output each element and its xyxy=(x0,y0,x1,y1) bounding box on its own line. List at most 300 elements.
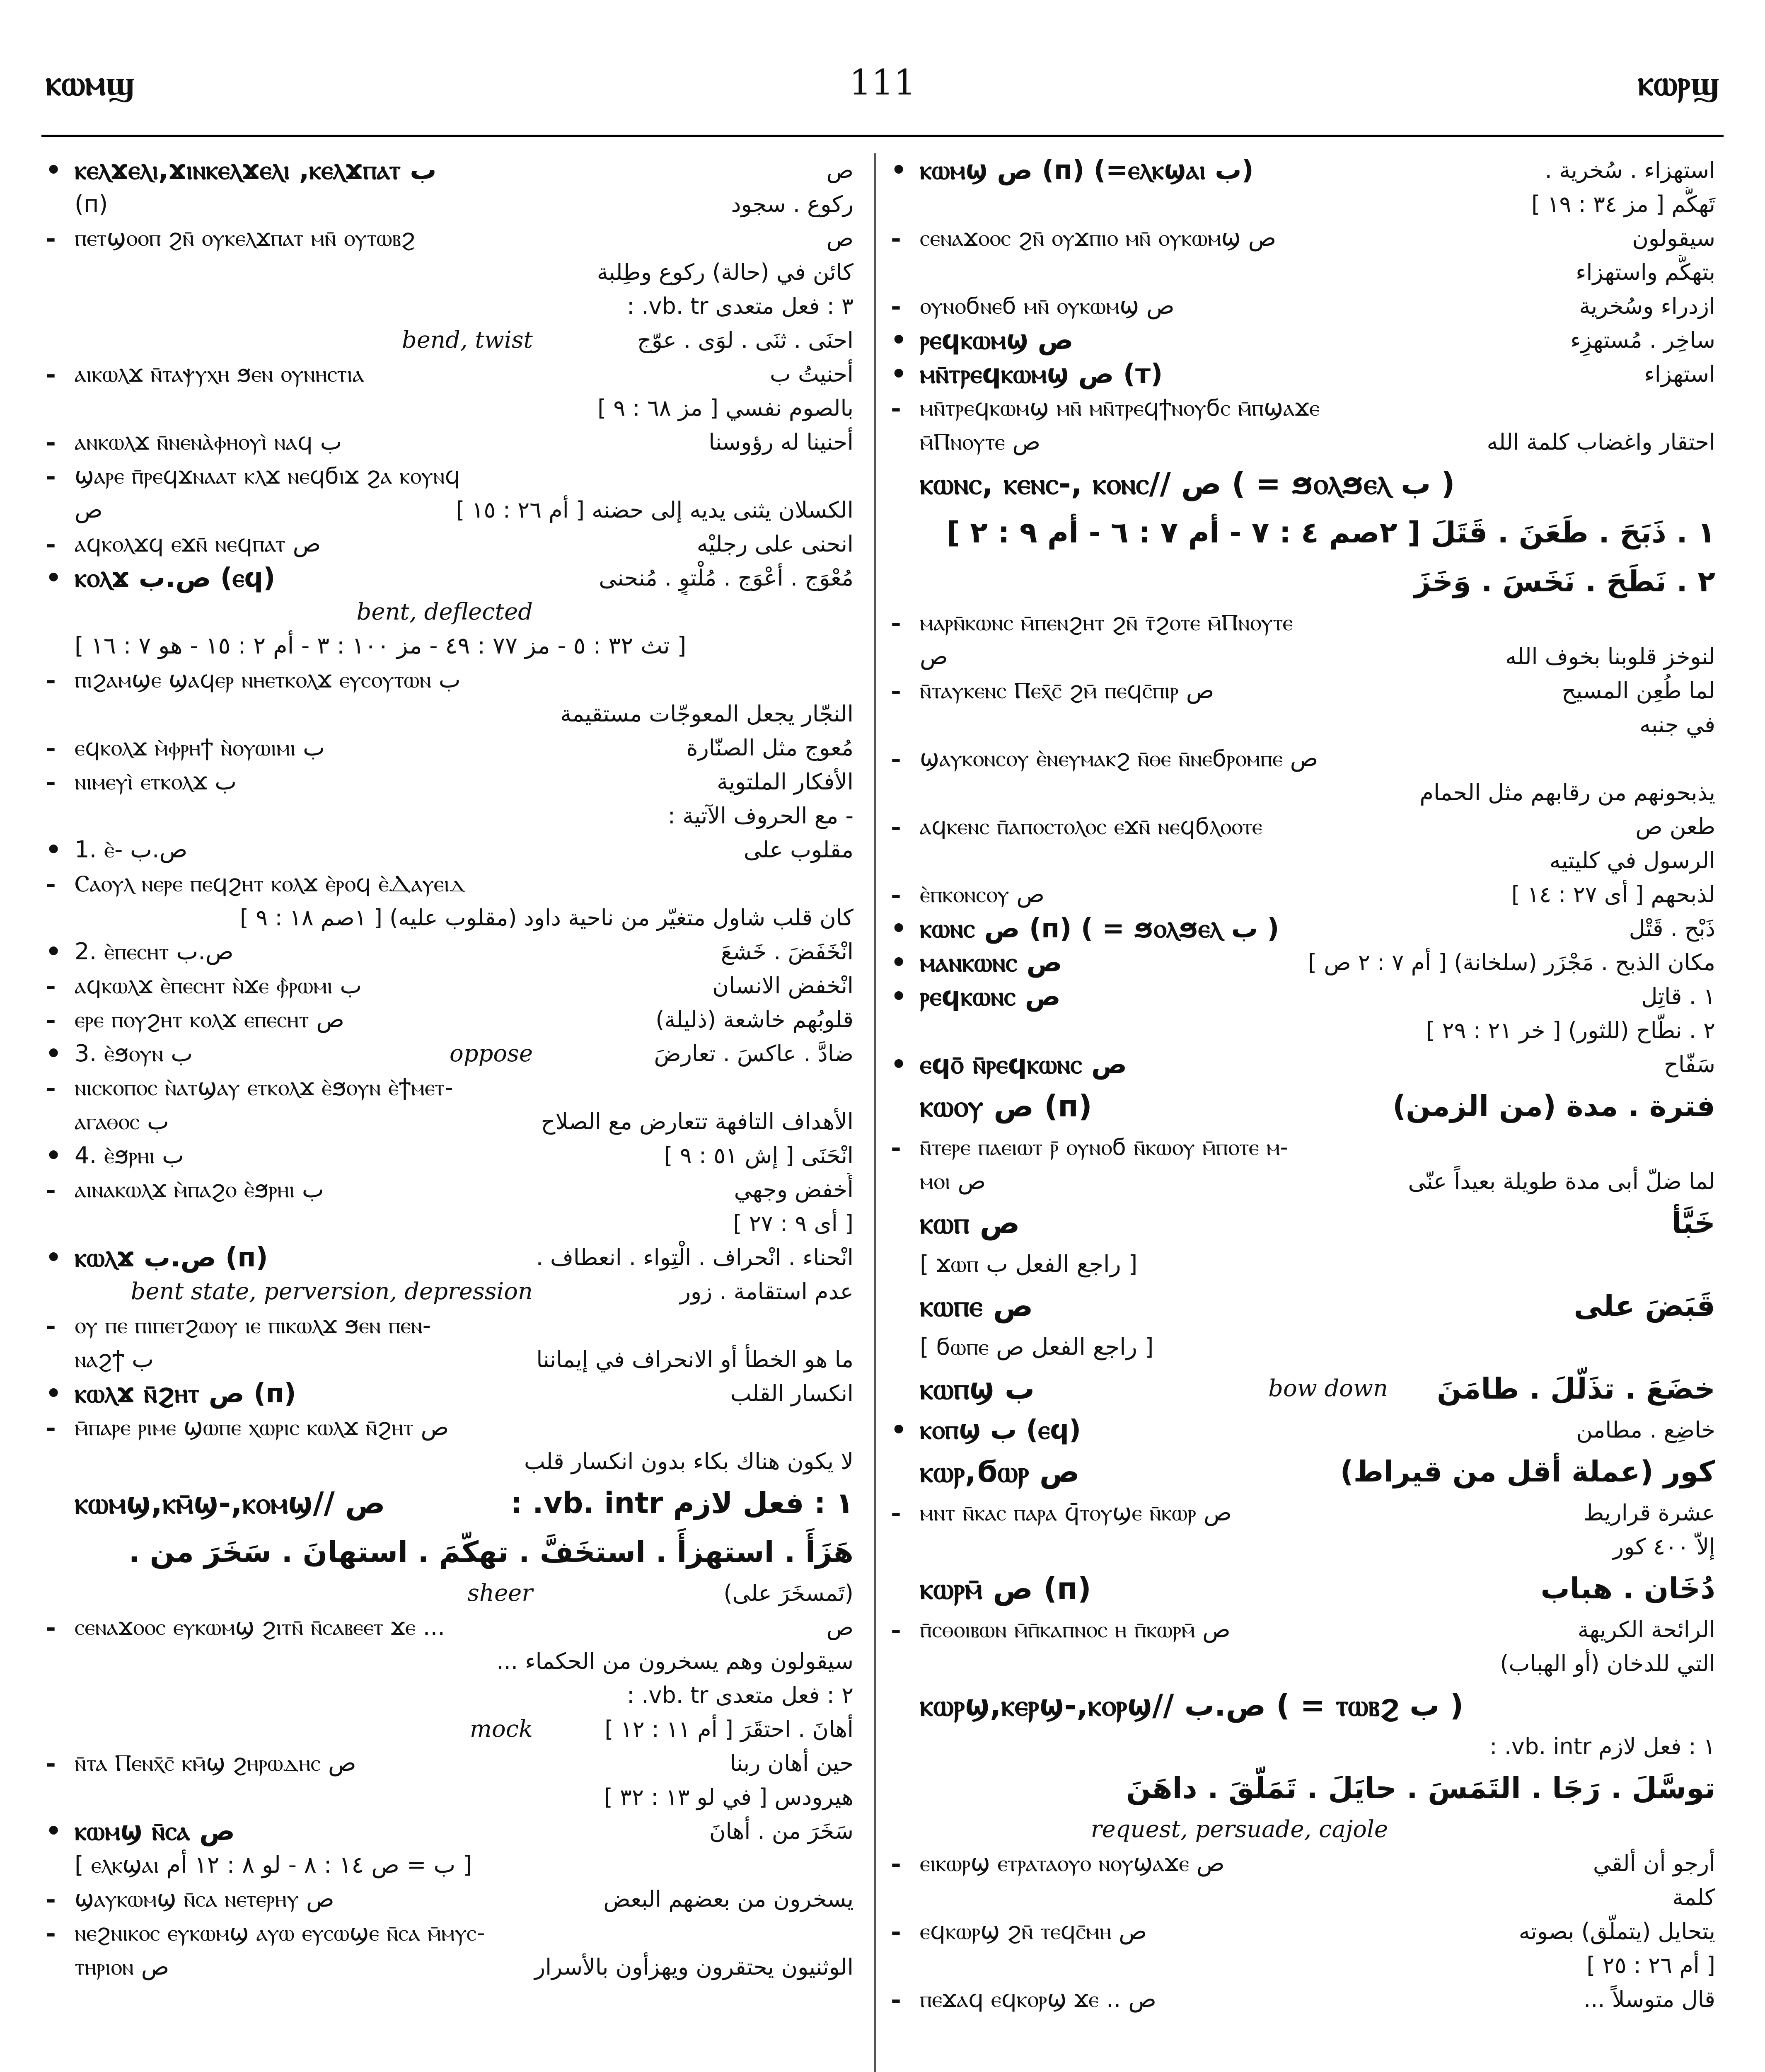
entry-marker: - xyxy=(46,1885,56,1914)
arabic-gloss: لما ضلّ أبى مدة طويلة بعيداً عنّى xyxy=(1408,1168,1715,1194)
entry-marker: - xyxy=(46,1749,56,1778)
coptic-text: ⲛⲁϩϯ ب xyxy=(75,1346,154,1373)
coptic-text: ⲉϥⲕⲟⲗϫ ⲙ̀ⲫⲣⲏϯ ⲛ̀ⲟⲩⲱⲓⲙⲓ ب xyxy=(75,734,325,761)
arabic-gloss: بتهكُّم واستهزاء xyxy=(1576,259,1715,285)
english-gloss: bow down xyxy=(1268,1375,1388,1402)
coptic-text: ⲙⲁⲛⲕⲱⲛⲥ ص xyxy=(920,947,1062,978)
entry-line xyxy=(46,1644,858,1678)
entry-line xyxy=(46,595,858,629)
entry-marker: - xyxy=(891,1849,901,1878)
coptic-text: [ ϫⲱⲡ راجع الفعل ب ] xyxy=(920,1251,1138,1278)
arabic-gloss: قَبَضَ على xyxy=(1574,1289,1715,1323)
header-rule xyxy=(41,135,1724,137)
entry-marker: - xyxy=(46,1175,56,1204)
arabic-gloss: كلمة xyxy=(1672,1884,1715,1910)
arabic-gloss: حين أهان ربنا xyxy=(730,1750,853,1776)
page-number: 111 xyxy=(849,62,916,103)
entry-marker: - xyxy=(46,224,56,253)
english-gloss: mock xyxy=(469,1716,533,1743)
entry-line xyxy=(46,1814,858,1848)
entry-line xyxy=(46,391,858,425)
coptic-text: ⲥⲉⲛⲁϫⲟⲟⲥ ϩⲛ̄ ⲟⲩϫⲡⲓⲟ ⲙⲛ̄ ⲟⲩⲕⲱⲙϣ ص xyxy=(920,225,1277,252)
arabic-gloss: تَهكُّم [ مز ٣٤ : ١٩ ] xyxy=(1531,191,1715,217)
coptic-text: ⲕⲱⲣⲙ̄ ص (п) xyxy=(920,1571,1091,1606)
entry-line xyxy=(46,1377,858,1411)
arabic-gloss: أهانَ . احتقَرَ [ أم ١١ : ١٢ ] xyxy=(604,1716,853,1742)
entry-line xyxy=(891,1364,1719,1413)
column-divider xyxy=(874,153,876,2072)
left-guide-word: ⲕⲱⲙϣ xyxy=(46,62,135,103)
entry-marker: • xyxy=(46,564,62,593)
arabic-gloss: [ أى ٩ : ٢٧ ] xyxy=(733,1210,853,1237)
entry-marker: - xyxy=(891,744,901,773)
entry-marker: - xyxy=(891,880,901,909)
coptic-text: ⲉⲣⲉ ⲡⲟⲩϩⲏⲧ ⲕⲟⲗϫ ⲉⲡⲉⲥⲏⲧ ص xyxy=(75,1006,344,1033)
arabic-gloss: سَخَرَ من . أهانَ xyxy=(709,1818,853,1844)
entry-line xyxy=(891,1281,1719,1330)
arabic-gloss: طعن ص xyxy=(1635,813,1715,840)
entry-line xyxy=(46,1343,858,1377)
arabic-gloss: الوثنيون يحتقرون ويهزأون بالأسرار xyxy=(534,1954,853,1980)
entry-line xyxy=(891,1413,1719,1447)
english-gloss: bent state, perversion, depression xyxy=(131,1278,533,1305)
entry-line xyxy=(891,1530,1719,1564)
arabic-gloss: ١ . قاتِل xyxy=(1641,983,1715,1009)
entry-line xyxy=(891,1949,1719,1982)
entry-line xyxy=(46,1678,858,1712)
coptic-text: ص xyxy=(920,643,948,670)
entry-line xyxy=(891,391,1719,425)
arabic-gloss: مُعْوَج . أعْوَج . مُلْتوٍ . مُنحنى xyxy=(599,565,853,591)
entry-line xyxy=(891,1681,1719,1730)
arabic-gloss: مكان الذبح . مَجْزَر (سلخانة) [ أم ٧ : ٢ ص ] xyxy=(1308,949,1715,975)
entry-marker: - xyxy=(46,1005,56,1034)
entry-line xyxy=(891,810,1719,844)
coptic-text: ⲁϥⲕⲱⲗϫ ⲉ̀ⲡⲉⲥⲏⲧ ⲛ̀ϫⲉ ⲫ̀ⲣⲱⲙⲓ ب xyxy=(75,972,362,999)
entry-marker: - xyxy=(46,1919,56,1948)
coptic-text: ⲁⲓⲕⲱⲗϫ ⲛ̄ⲧⲁⲯⲩⲭⲏ ϧⲉⲛ ⲟⲩⲛⲏⲥⲧⲓⲁ xyxy=(75,361,364,387)
coptic-text: ⲡⲉⲧϣⲟⲟⲡ ϩⲛ̄ ⲟⲩⲕⲉⲗϫⲡⲁⲧ ⲙⲛ̄ ⲟⲩⲧⲱⲃϩ xyxy=(75,225,415,252)
english-gloss: sheer xyxy=(467,1580,533,1607)
arabic-gloss: ركوع . سجود xyxy=(731,191,853,217)
entry-line xyxy=(891,912,1719,946)
arabic-gloss: هيرودس [ في لو ١٣ : ٣٢ ] xyxy=(604,1784,853,1810)
arabic-gloss: الرسول في كليتيه xyxy=(1549,847,1715,874)
entry-marker: • xyxy=(891,948,907,977)
coptic-text: ⲕⲱⲙϣ ص (п) (=ⲉⲗⲕϣⲁⲓ ب) xyxy=(920,155,1254,186)
entry-line xyxy=(891,844,1719,878)
entry-marker: • xyxy=(46,1039,62,1068)
entry-marker: - xyxy=(891,292,901,321)
coptic-text: ⲕⲱⲣ,ϭⲱⲣ ص xyxy=(920,1454,1080,1489)
arabic-gloss: انْخفض الانسان xyxy=(712,973,853,999)
arabic-gloss: هَزَأَ . استهزأَ . استخَفَّ . تهكّمَ . استهانَ . سَخَرَ من . xyxy=(128,1535,853,1569)
entry-marker: - xyxy=(891,224,901,253)
arabic-gloss: يسخرون من بعضهم البعض xyxy=(603,1886,853,1912)
entry-line xyxy=(46,289,858,323)
arabic-gloss: سَفّاح xyxy=(1664,1051,1715,1077)
entry-line xyxy=(46,1848,858,1882)
coptic-text: ϣⲁⲩⲕⲟⲛⲥⲟⲩ ⲉ̀ⲛⲉⲩⲙⲁⲕϩ ⲛ̄ⲑⲉ ⲛ̄ⲛⲉϭⲣⲟⲙⲡⲉ ص xyxy=(920,745,1318,772)
coptic-text: 3. ⲉ̀ϧⲟⲩⲛ ب xyxy=(75,1040,193,1067)
entry-line xyxy=(46,323,858,357)
arabic-gloss: التي للدخان (أو الهباب) xyxy=(1500,1651,1715,1677)
entry-line xyxy=(891,1813,1719,1847)
coptic-text: ⲡⲉϫⲁϥ ⲉϥⲕⲟⲣϣ ϫⲉ .. ص xyxy=(920,1986,1156,2013)
entry-marker: - xyxy=(46,1311,56,1340)
coptic-text: ⲥⲉⲛⲁϫⲟⲟⲥ ⲉⲩⲕⲱⲙϣ ϩⲓⲧⲛ̄ ⲛ̄ⲥⲁⲃⲉⲉⲧ ϫⲉ ... xyxy=(75,1614,445,1641)
arabic-gloss: ص xyxy=(826,1614,853,1640)
entry-line xyxy=(891,674,1719,708)
entry-line xyxy=(46,935,858,969)
entry-line xyxy=(46,969,858,1003)
entry-line xyxy=(891,946,1719,980)
entry-line xyxy=(891,1130,1719,1164)
entry-line xyxy=(891,1048,1719,1082)
arabic-gloss: انكسار القلب xyxy=(730,1380,853,1406)
entry-line xyxy=(891,1496,1719,1530)
arabic-gloss: يذبحونهم من رقابهم مثل الحمام xyxy=(1419,779,1715,806)
coptic-text: ⲙ̄Ⲡⲛⲟⲩⲧⲉ ص xyxy=(920,428,1041,455)
entry-line xyxy=(46,1207,858,1241)
coptic-text: ⲁⲛⲕⲱⲗϫ ⲛ̄ⲛⲉⲛⲁ̀ⲫⲏⲟⲩⲓ̀ ⲛⲁϥ ب xyxy=(75,428,342,455)
coptic-text: ⲉϥⲕⲱⲣϣ ϩⲛ̄ ⲧⲉϥⲥ̄ⲙⲏ ص xyxy=(920,1918,1147,1945)
arabic-gloss: ١ : فعل لازم vb. intr. : xyxy=(510,1486,853,1520)
entry-line xyxy=(891,153,1719,187)
entry-marker: • xyxy=(46,156,62,185)
entry-line xyxy=(46,527,858,561)
entry-line xyxy=(891,425,1719,459)
arabic-gloss: سيقولون xyxy=(1632,225,1715,251)
entry-marker: - xyxy=(891,812,901,841)
arabic-gloss: احنَى . ثنَى . لوَى . عوّج xyxy=(637,327,853,353)
entry-line xyxy=(891,255,1719,289)
entry-line xyxy=(46,697,858,731)
coptic-text: ⲕⲱⲟⲩ ص (п) xyxy=(920,1089,1092,1123)
coptic-text: ⲁⲅⲁⲑⲟⲥ ب xyxy=(75,1108,169,1135)
entry-marker: - xyxy=(46,428,56,457)
arabic-gloss: النجّار يجعل المعوجّات مستقيمة xyxy=(560,701,853,727)
coptic-text: ⲕⲱⲛⲥ, ⲕⲉⲛⲥ-, ⲕⲟⲛⲥ// ص ( = ϧⲟⲗϧⲉⲗ ب ) xyxy=(920,466,1455,501)
arabic-gloss: الرائحة الكريهة xyxy=(1577,1617,1715,1643)
arabic-gloss: لا يكون هناك بكاء بدون انكسار قلب xyxy=(524,1448,853,1474)
entry-line xyxy=(46,799,858,833)
arabic-gloss: فترة . مدة (من الزمن) xyxy=(1393,1089,1715,1123)
coptic-text: ⲡⲓϩⲁⲙϣⲉ ϣⲁϥⲉⲣ ⲛⲏⲉⲧⲕⲟⲗϫ ⲉⲩⲥⲟⲩⲧⲱⲛ ب xyxy=(75,666,461,693)
arabic-gloss: سيقولون وهم يسخرون من الحكماء ... xyxy=(496,1648,853,1674)
arabic-gloss: انْخَفَضَ . خَشعَ xyxy=(721,939,853,965)
entry-line xyxy=(46,1479,858,1527)
entry-line xyxy=(46,1712,858,1746)
arabic-gloss: ١ . ذَبَحَ . طَعَنَ . قَتَلَ [ ٢صم ٤ : ٧ - أم ٧ : ٦ - أم ٩ : ٢ ] xyxy=(946,516,1715,549)
entry-line xyxy=(46,1445,858,1479)
coptic-text: ⲣⲉϥⲕⲱⲛⲥ ص xyxy=(920,981,1061,1012)
arabic-gloss: انْحَنَى [ إش ٥١ : ٩ ] xyxy=(664,1143,853,1169)
coptic-text: ⲕⲱⲡϣ ب xyxy=(920,1371,1035,1406)
coptic-text: 4. ⲉ̀ϧⲣⲏⲓ ب xyxy=(75,1142,184,1169)
entry-marker: - xyxy=(891,608,901,637)
entry-line xyxy=(46,1882,858,1916)
entry-line xyxy=(46,425,858,459)
arabic-gloss: خاضِع . مطامن xyxy=(1576,1417,1715,1443)
entry-line xyxy=(891,640,1719,674)
coptic-text: 2. ⲉ̀ⲡⲉⲥⲏⲧ ص.ب xyxy=(75,938,234,965)
arabic-gloss: كائن في (حالة) ركوع وطِلبة xyxy=(597,259,853,285)
coptic-text: ⲟⲩⲛⲟϭⲛⲉϭ ⲙⲛ̄ ⲟⲩⲕⲱⲙϣ ص xyxy=(920,293,1175,320)
coptic-text: ⲙⲛ̄ⲧⲣⲉϥⲕⲱⲙϣ ص (т) xyxy=(920,359,1163,390)
arabic-gloss: يتحايل (يتملّق) بصوته xyxy=(1518,1918,1715,1944)
english-gloss: bend, twist xyxy=(401,327,533,353)
entry-line xyxy=(891,1198,1719,1247)
entry-line xyxy=(891,1613,1719,1647)
arabic-gloss: لذبحهم [ أى ٢٧ : ١٤ ] xyxy=(1511,881,1715,908)
entry-marker: • xyxy=(46,1379,62,1408)
arabic-gloss: ٢ : فعل متعدى vb. tr. : xyxy=(627,1682,853,1708)
entry-marker: • xyxy=(891,982,907,1011)
entry-line xyxy=(891,1247,1719,1281)
coptic-text: ⲛⲓⲥⲕⲟⲡⲟⲥ ⲛ̀ⲁⲧϣⲁⲩ ⲉⲧⲕⲟⲗϫ ⲉ̀ϧⲟⲩⲛ ⲉ̀ϯⲙⲉⲧ- xyxy=(75,1074,453,1101)
arabic-gloss: عدم استقامة . زور xyxy=(679,1278,853,1305)
arabic-gloss: مُعوج مثل الصنّارة xyxy=(686,735,853,761)
arabic-gloss: إلاّ ٤٠٠ كور xyxy=(1613,1534,1715,1560)
arabic-gloss: انحنى على رجليْه xyxy=(696,531,853,557)
arabic-gloss: كور (عملة أقل من قيراط) xyxy=(1340,1455,1715,1489)
arabic-gloss: ٢ . نَطَحَ . نَخَسَ . وَخَزَ xyxy=(1414,564,1715,598)
coptic-text: ⲉⲓⲕⲱⲣϣ ⲉⲧⲣⲁⲧⲁⲟⲩⲟ ⲛⲟⲩϣⲁϫⲉ ص xyxy=(920,1850,1225,1877)
entry-line xyxy=(46,1309,858,1343)
coptic-text: ⲛ̄ⲧⲉⲣⲉ ⲡⲁⲉⲓⲱⲧ ⲣ̄ ⲟⲩⲛⲟϭ ⲛ̄ⲕⲱⲟⲩ ⲙ̄ⲡⲟⲧⲉ ⲙ- xyxy=(920,1134,1289,1161)
coptic-text: ⲛⲓⲙⲉⲩⲓ̀ ⲉⲧⲕⲟⲗϫ ب xyxy=(75,768,237,795)
entry-line xyxy=(46,731,858,765)
entry-marker: - xyxy=(891,1133,901,1162)
coptic-text: ⲙⲛ̄ⲧⲣⲉϥⲕⲱⲙϣ ⲙⲛ̄ ⲙⲛ̄ⲧⲣⲉϥϯⲛⲟⲩϭⲥ ⲙ̄ⲡϣⲁϫⲉ xyxy=(920,395,1320,421)
entry-line xyxy=(46,1173,858,1207)
arabic-gloss: ضادَّ . عاكسَ . تعارضَ xyxy=(654,1041,853,1067)
coptic-text: ⲡ̄ⲥⲑⲟⲓⲃⲱⲛ ⲙ̄ⲡ̄ⲕⲁⲡⲛⲟⲥ ⲏ ⲡ̄ⲕⲱⲣⲙ̄ ص xyxy=(920,1616,1231,1643)
coptic-text: ⲛ̄ⲧⲁ Ⲡⲉⲛⲭ̄ⲥ̄ ⲕⲙ̄ϣ ϩⲏⲣⲱⲇⲏⲥ ص xyxy=(75,1750,356,1777)
coptic-text: ⲧⲏⲣⲓⲟⲛ ص xyxy=(75,1953,169,1980)
entry-marker: • xyxy=(46,1141,62,1170)
entry-line xyxy=(46,221,858,255)
coptic-text: ⲁⲓⲛⲁⲕⲱⲗϫ ⲙ̀ⲡⲁϩⲟ ⲉ̀ϧⲣⲏⲓ ب xyxy=(75,1176,324,1203)
coptic-text: ⲉϥⲟ̄ ⲛ̄ⲣⲉϥⲕⲱⲛⲥ ص xyxy=(920,1049,1127,1080)
entry-line xyxy=(46,1576,858,1610)
arabic-gloss: ١ : فعل لازم vb. intr. : xyxy=(1489,1733,1715,1760)
entry-marker: - xyxy=(891,1985,901,2014)
entry-line xyxy=(46,1275,858,1309)
arabic-gloss: لنوخز قلوبنا بخوف الله xyxy=(1505,644,1715,670)
coptic-text: ⲙⲟⲓ ص xyxy=(920,1168,986,1195)
entry-line xyxy=(891,357,1719,391)
coptic-text: ⲉ̀ⲡⲕⲟⲛⲥⲟⲩ ص xyxy=(920,881,1045,908)
arabic-gloss: الأفكار الملتوية xyxy=(717,769,853,795)
arabic-gloss: لما طُعِن المسيح xyxy=(1562,678,1715,704)
entry-marker: - xyxy=(46,360,56,389)
arabic-gloss: ما هو الخطأ أو الانحراف في إيماننا xyxy=(536,1346,853,1372)
left-column xyxy=(46,153,858,2072)
arabic-gloss: دُخَان . هباب xyxy=(1540,1571,1715,1605)
entry-marker: - xyxy=(891,676,901,705)
entry-line xyxy=(891,1564,1719,1613)
english-gloss: bent, deflected xyxy=(356,598,533,625)
arabic-gloss: أحنيتُ ب xyxy=(770,361,853,387)
coptic-text: ص xyxy=(75,496,103,523)
coptic-text: ⲙⲁⲣⲛ̄ⲕⲱⲛⲥ ⲙ̄ⲡⲉⲛϩⲏⲧ ϩⲛ̄ ⲧ̄ϩⲟⲧⲉ ⲙ̄Ⲡⲛⲟⲩⲧⲉ xyxy=(920,609,1293,636)
entry-line xyxy=(891,557,1719,606)
arabic-gloss: ساخِر . مُستهزِء xyxy=(1570,327,1715,353)
arabic-gloss: قال متوسلاً ... xyxy=(1584,1986,1715,2012)
entry-line xyxy=(891,459,1719,508)
entry-line xyxy=(891,878,1719,912)
entry-marker: - xyxy=(46,1073,56,1102)
coptic-text: Ⲥⲁⲟⲩⲗ ⲛⲉⲣⲉ ⲡⲉϥϩⲏⲧ ⲕⲟⲗϫ ⲉ̀ⲣⲟϥ ⲉ̀Ⲇⲁⲩⲉⲓⲇ xyxy=(75,870,465,897)
coptic-text: ϣⲁⲩⲕⲱⲙϣ ⲛ̄ⲥⲁ ⲛⲉⲧⲉⲣⲏⲩ ص xyxy=(75,1886,334,1912)
entry-marker: • xyxy=(891,360,907,389)
entry-line xyxy=(46,901,858,935)
entry-line xyxy=(46,1411,858,1445)
entry-line xyxy=(46,1916,858,1950)
arabic-gloss: توسَّلَ . رَجَا . التَمَسَ . حايَلَ . تَمَلّقَ . داهَنَ xyxy=(1126,1771,1715,1805)
entry-marker: - xyxy=(891,1498,901,1527)
coptic-text: [ ϭⲱⲡⲉ راجع الفعل ص ] xyxy=(920,1334,1154,1360)
coptic-text: ⲕⲱⲣϣ,ⲕⲉⲣϣ-,ⲕⲟⲣϣ// ص.ب ( = ⲧⲱⲃϩ ب ) xyxy=(920,1688,1464,1723)
entry-marker: - xyxy=(891,394,901,423)
entry-marker: • xyxy=(891,326,907,355)
right-column xyxy=(891,153,1719,2072)
entry-marker: - xyxy=(46,869,56,898)
coptic-text: (п) xyxy=(75,191,108,218)
entry-marker: - xyxy=(46,733,56,762)
entry-line xyxy=(891,742,1719,776)
coptic-text: ⲣⲉϥⲕⲱⲙϣ ص xyxy=(920,325,1074,356)
entry-line xyxy=(891,1982,1719,2016)
coptic-text: [ ⲉⲗⲕϣⲁⲓ ب = ص ١٤ : ٨ - لو ٨ : ١٢ أم ] xyxy=(75,1852,472,1878)
entry-line xyxy=(46,663,858,697)
arabic-gloss: أحنينا له رؤوسنا xyxy=(708,429,853,455)
arabic-gloss: الكسلان يثنى يديه إلى حضنه [ أم ٢٦ : ١٥ ] xyxy=(456,497,853,523)
coptic-text: ⲕⲱⲗϫ ⲛ̄ϩⲏⲧ ص (п) xyxy=(75,1378,296,1409)
right-guide-word: ⲕⲱⲣϣ xyxy=(1638,62,1719,103)
entry-line xyxy=(46,629,858,663)
entry-line xyxy=(891,508,1719,557)
entry-line xyxy=(46,1139,858,1173)
arabic-gloss: ٢ . نطّاح (للثور) [ خر ٢١ : ٢٩ ] xyxy=(1426,1017,1715,1043)
arabic-gloss: [ أم ٢٦ : ٢٥ ] xyxy=(1586,1952,1715,1978)
entry-line xyxy=(46,867,858,901)
english-gloss: oppose xyxy=(449,1040,533,1067)
coptic-text: ϣⲁⲣⲉ ⲡ̄ⲣⲉϥϫⲛⲁⲁⲧ ⲕⲗϫ ⲛⲉϥϭⲓϫ ϩⲁ ⲕⲟⲩⲛϥ xyxy=(75,462,460,489)
entry-line xyxy=(46,561,858,595)
entry-marker: - xyxy=(891,1917,901,1946)
arabic-gloss: استهزاء xyxy=(1644,361,1715,387)
entry-line xyxy=(46,459,858,493)
arabic-gloss: ذَبْح . قَتْل xyxy=(1629,915,1715,942)
coptic-text: ⲕⲱⲙϣ,ⲕⲙ̄ϣ-,ⲕⲟⲙϣ// ص xyxy=(75,1486,385,1520)
entry-line xyxy=(46,1105,858,1139)
coptic-text: ⲁϥⲕⲟⲗϫϥ ⲉϫⲛ̄ ⲛⲉϥⲡⲁⲧ ص xyxy=(75,530,321,557)
arabic-gloss: بالصوم نفسي [ مز ٦٨ : ٩ ] xyxy=(597,395,853,421)
entry-line xyxy=(46,255,858,289)
arabic-gloss: الأهداف التافهة تتعارض مع الصلاح xyxy=(541,1109,853,1135)
arabic-gloss: عشرة قراريط xyxy=(1583,1500,1715,1526)
entry-line xyxy=(46,1241,858,1275)
entry-line xyxy=(46,833,858,867)
coptic-text: 1. ⲉ̀- ص.ب xyxy=(75,836,188,863)
entry-line xyxy=(46,493,858,527)
entry-line xyxy=(891,1164,1719,1198)
entry-marker: - xyxy=(46,1613,56,1642)
coptic-text: ⲕⲉⲗϫⲉⲗⲓ,ϫⲓⲛⲕⲉⲗϫⲉⲗⲓ ,ⲕⲉⲗϫⲡⲁⲧ ب xyxy=(75,155,437,186)
entry-line xyxy=(891,1330,1719,1364)
arabic-gloss: انْحناء . انْحراف . الْتِواء . انعطاف . xyxy=(536,1244,853,1271)
coptic-text: ⲛⲉϩⲛⲓⲕⲟⲥ ⲉⲩⲕⲱⲙϣ ⲁⲩⲱ ⲉⲩⲥⲱϣⲉ ⲛ̄ⲥⲁ ⲙ̄ⲙⲩⲥ- xyxy=(75,1920,485,1946)
entry-line xyxy=(891,323,1719,357)
entry-line xyxy=(46,1527,858,1576)
entry-line xyxy=(46,1950,858,1984)
coptic-text: ⲟⲩ ⲡⲉ ⲡⲓⲡⲉⲧϩⲱⲟⲩ ⲓⲉ ⲡⲓⲕⲱⲗϫ ϧⲉⲛ ⲡⲉⲛ- xyxy=(75,1312,431,1339)
arabic-gloss: (تَمسخَرَ على) xyxy=(723,1580,853,1606)
coptic-text: ⲕⲱⲡⲉ ص xyxy=(920,1288,1033,1323)
entry-marker: - xyxy=(46,1413,56,1442)
arabic-gloss: احتقار واغضاب كلمة الله xyxy=(1487,429,1715,455)
entry-line xyxy=(46,1071,858,1105)
coptic-text: [ تث ٣٢ : ٥ - مز ٧٧ : ٤٩ - مز ١٠٠ : ٣ - أم ٢ : ١٥ - هو ٧ : ١٦ ] xyxy=(75,632,687,659)
arabic-gloss: استهزاء . سُخرية . xyxy=(1545,157,1715,183)
arabic-gloss: - مع الحروف الآتية : xyxy=(667,803,853,829)
entry-line xyxy=(891,1082,1719,1130)
coptic-text: ⲕⲟⲗϫ ص.ب (ⲉϥ) xyxy=(75,563,276,593)
entry-line xyxy=(891,187,1719,221)
entry-line xyxy=(891,606,1719,640)
arabic-gloss: أرجو أن ألقي xyxy=(1593,1850,1715,1876)
entry-line xyxy=(46,1610,858,1644)
entry-line xyxy=(891,980,1719,1014)
entry-line xyxy=(46,357,858,391)
arabic-gloss: أُخفض وجهي xyxy=(734,1176,853,1203)
entry-line xyxy=(891,1647,1719,1681)
entry-marker: - xyxy=(46,462,56,491)
entry-line xyxy=(891,1764,1719,1813)
entry-line xyxy=(891,1915,1719,1949)
arabic-gloss: ٣ : فعل متعدى vb. tr. : xyxy=(627,293,853,319)
entry-marker: • xyxy=(46,835,62,864)
entry-line xyxy=(46,1037,858,1071)
entry-line xyxy=(46,765,858,799)
arabic-gloss: ازدراء وسُخرية xyxy=(1579,293,1715,319)
entry-marker: • xyxy=(891,1416,907,1445)
entry-marker: - xyxy=(46,666,56,695)
coptic-text: ⲕⲟⲡϣ ب (ⲉϥ) xyxy=(920,1415,1081,1445)
arabic-gloss: خَبَّأ xyxy=(1671,1206,1715,1240)
entry-marker: - xyxy=(891,1615,901,1644)
entry-line xyxy=(46,1780,858,1814)
coptic-text: ⲙ̄ⲡⲁⲣⲉ ⲣⲓⲙⲉ ϣⲱⲡⲉ ⲭⲱⲣⲓⲥ ⲕⲱⲗϫ ⲛ̄ϩⲏⲧ ص xyxy=(75,1414,449,1441)
entry-marker: • xyxy=(891,1050,907,1079)
arabic-gloss: كان قلب شاول متغيّر من ناحية داود (مقلوب عليه) [ ١صم ١٨ : ٩ ] xyxy=(239,905,853,931)
coptic-text: ⲕⲱⲙϣ ⲛ̄ⲥⲁ ص xyxy=(75,1816,235,1847)
arabic-gloss: قلوبُهم خاشعة (ذليلة) xyxy=(655,1007,853,1033)
entry-line xyxy=(891,221,1719,255)
entry-line xyxy=(46,1003,858,1037)
entry-line xyxy=(891,708,1719,742)
entry-line xyxy=(891,776,1719,810)
entry-line xyxy=(46,153,858,187)
entry-line xyxy=(891,1847,1719,1881)
arabic-gloss: خضَعَ . تذَلّلَ . طامَنَ xyxy=(1437,1372,1715,1406)
entry-marker: - xyxy=(46,767,56,796)
entry-marker: • xyxy=(891,914,907,943)
english-gloss: request, persuade, cajole xyxy=(1090,1816,1388,1843)
